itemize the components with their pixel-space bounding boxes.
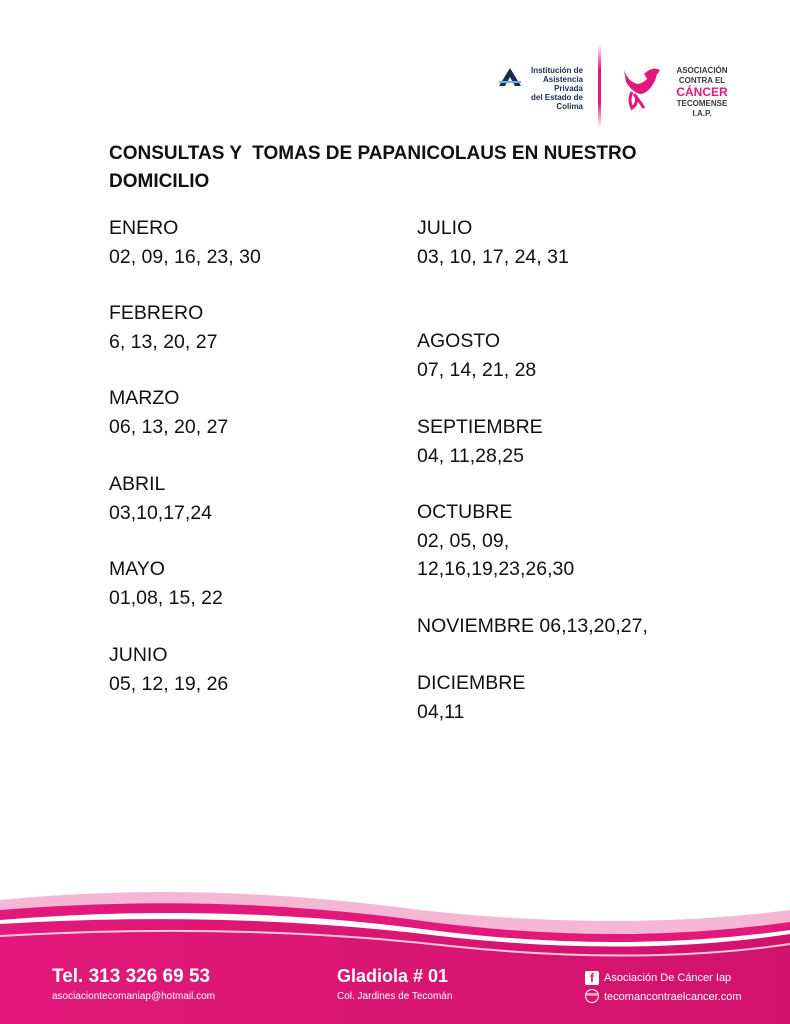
month-entry	[417, 612, 648, 641]
month-entry	[417, 413, 543, 470]
iap-logo	[497, 66, 583, 111]
footer-email: asociaciontecomaniap@hotmail.com	[52, 991, 216, 1002]
month-entry	[417, 669, 525, 726]
iap-emblem-icon	[497, 66, 523, 88]
month-name: FEBRERO	[109, 302, 204, 324]
month-name: ENERO	[109, 217, 179, 239]
month-name: MARZO	[109, 387, 180, 409]
globe-icon: www	[585, 989, 599, 1003]
month-name: NOVIEMBRE 06,13,20,27,	[417, 615, 648, 637]
footer-phone: Tel. 313 326 69 53	[52, 966, 211, 987]
footer-address: Gladiola # 01	[337, 966, 449, 986]
header-divider	[598, 44, 601, 128]
month-dates: 05, 12, 19, 26	[109, 672, 229, 695]
month-name: OCTUBRE	[417, 501, 513, 523]
month-name: MAYO	[109, 558, 165, 580]
acc-logo-line: TECOMENSE I.A.P.	[676, 99, 728, 118]
acc-logo-line: CÁNCER	[676, 85, 728, 99]
footer-facebook: Asociación De Cáncer Iap	[604, 972, 732, 984]
month-name: DICIEMBRE	[417, 672, 526, 694]
month-dates: 01,08, 15, 22	[109, 586, 223, 609]
month-dates: 03,10,17,24	[109, 501, 213, 524]
month-entry	[417, 214, 569, 271]
month-entry	[109, 384, 228, 441]
iap-logo-line: Privada	[554, 84, 583, 93]
iap-logo-line: Asistencia	[542, 75, 583, 84]
month-entry	[109, 641, 228, 698]
month-dates: 07, 14, 21, 28	[417, 358, 537, 381]
acc-logo-line: ASOCIACIÓN	[676, 66, 728, 75]
month-dates: 02, 05, 09,	[417, 529, 510, 552]
month-dates: 02, 09, 16, 23, 30	[109, 245, 261, 268]
month-name: AGOSTO	[417, 330, 501, 352]
footer-website: tecomancontraelcancer.com	[604, 991, 742, 1003]
month-dates-continued: 12,16,19,23,26,30	[417, 558, 575, 580]
month-dates: 6, 13, 20, 27	[109, 330, 218, 353]
month-entry	[109, 470, 212, 527]
month-entry	[417, 498, 574, 584]
footer-banner	[0, 870, 790, 1024]
facebook-icon: f	[585, 971, 599, 985]
month-dates: 04, 11,28,25	[417, 444, 524, 467]
month-dates: 03, 10, 17, 24, 31	[417, 245, 569, 268]
pink-ribbon-icon	[618, 64, 668, 112]
month-entry	[417, 327, 536, 384]
month-entry	[109, 214, 261, 271]
month-dates: 04,11	[417, 700, 465, 723]
iap-logo-line: Institución de	[531, 66, 583, 75]
month-name: JULIO	[417, 217, 473, 239]
footer-colony: Col. Jardines de Tecomán	[337, 991, 453, 1002]
page-title: CONSULTAS Y TOMAS DE PAPANICOLAUS EN NUESTRO DOMICILIO	[109, 143, 637, 192]
iap-logo-line: del Estado de Colima	[530, 93, 583, 111]
acc-logo	[618, 64, 748, 118]
month-dates: 06, 13, 20, 27	[109, 415, 229, 438]
month-name: SEPTIEMBRE	[417, 416, 543, 438]
month-entry	[109, 299, 217, 356]
month-name: JUNIO	[109, 644, 168, 666]
acc-logo-line: CONTRA EL	[678, 76, 726, 85]
month-entry	[109, 555, 223, 612]
month-name: ABRIL	[109, 473, 166, 495]
